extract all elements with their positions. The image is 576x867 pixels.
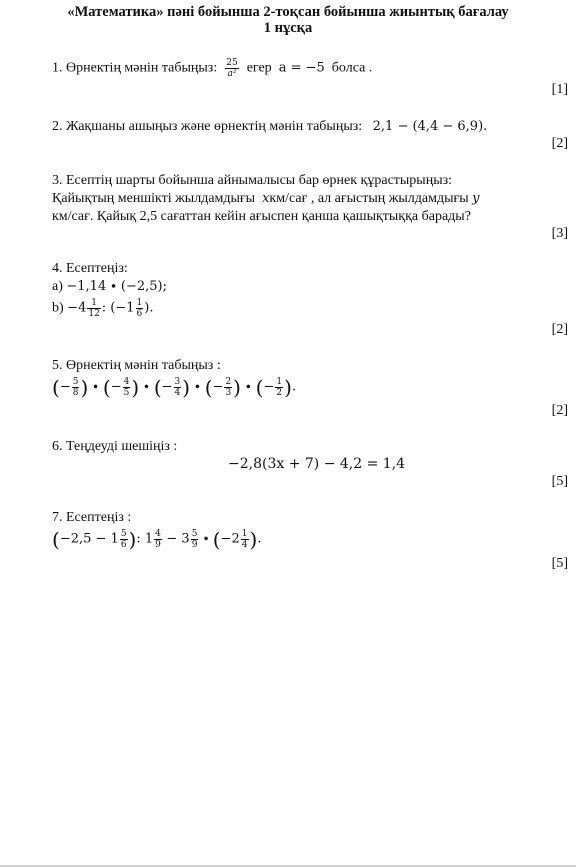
- frac-num: 5: [120, 529, 127, 539]
- task-3: [52, 172, 532, 226]
- task-3-var-x: x: [262, 191, 270, 206]
- frac-num: 1: [276, 377, 283, 387]
- task-6: [52, 438, 522, 456]
- frac-num: 1: [136, 298, 143, 308]
- paren-close: ): [128, 527, 137, 552]
- task-2: [52, 118, 522, 136]
- task-3-score: [3]: [551, 226, 568, 241]
- frac-den: 3: [225, 388, 232, 398]
- task-5-text: 5. Өрнектің мәнін табыңыз :: [52, 358, 221, 373]
- task-4-b-whole: −4: [67, 300, 87, 316]
- multiply-dot: ∙: [240, 379, 256, 395]
- task-7-part-2: : 1: [136, 531, 154, 547]
- minus-sign: −: [161, 379, 173, 395]
- frac-num: 5: [72, 377, 79, 387]
- task-5-fraction: [174, 377, 182, 398]
- multiply-dot: ∙: [190, 379, 205, 395]
- task-4-b-colon: : (−1: [101, 300, 135, 316]
- paren-close: ): [182, 375, 191, 400]
- paren-close: ): [284, 375, 292, 400]
- frac-num: 3: [174, 377, 181, 387]
- frac-den: 12: [88, 309, 100, 319]
- paren-close: ): [249, 527, 258, 552]
- task-1-fraction: [225, 58, 238, 79]
- paren-open: (: [255, 375, 264, 400]
- task-3-line-2: [52, 190, 532, 208]
- minus-sign: −: [212, 379, 224, 395]
- frac-den: 5: [123, 388, 130, 398]
- task-4-text: 4. Есептеңіз:: [52, 261, 128, 276]
- task-6-score: [5]: [551, 474, 568, 489]
- task-7-part-4: ∙: [202, 531, 210, 547]
- task-7: [52, 509, 522, 550]
- paren-open: (: [52, 375, 60, 400]
- task-7-frac-1: [120, 529, 128, 550]
- paren-close: ): [233, 375, 241, 400]
- title-line-1: «Математика» пәні бойынша 2-тоқсан бойынша жиынтық бағалау: [67, 4, 509, 20]
- task-1: [52, 58, 522, 79]
- task-7-frac-3: [191, 529, 199, 550]
- frac-den: 9: [191, 540, 198, 550]
- paren-open: (: [102, 375, 111, 400]
- task-2-score: [2]: [551, 136, 568, 151]
- frac-num: 5: [191, 529, 198, 539]
- task-7-end: .: [257, 531, 262, 547]
- minus-sign: −: [59, 379, 71, 395]
- paren-open: (: [204, 375, 213, 400]
- task-5-score: [2]: [551, 403, 568, 418]
- frac-num: 1: [87, 298, 100, 309]
- task-2-expression: 2,1 − (4,4 − 6,9).: [372, 119, 488, 134]
- task-2-text: 2. Жақшаны ашыңыз және өрнектің мәнін табыңыз:: [52, 119, 363, 134]
- task-4-b-end: ).: [144, 300, 154, 316]
- task-5-expression: [52, 377, 522, 398]
- frac-num: 1: [241, 529, 248, 539]
- task-5: [52, 357, 522, 398]
- paren-open: (: [52, 527, 60, 552]
- task-6-text: 6. Теңдеуді шешіңіз :: [52, 439, 178, 454]
- task-5-fraction: [275, 377, 283, 398]
- task-5-fraction: [224, 377, 232, 398]
- frac-den: 4: [241, 540, 248, 550]
- task-1-cond-expr: a = −5: [278, 60, 325, 76]
- frac-den: 6: [136, 309, 143, 319]
- task-4: [52, 260, 522, 319]
- task-1-score: [1]: [551, 82, 568, 97]
- task-4-b-label: b): [52, 300, 64, 316]
- task-5-fraction: [123, 377, 131, 398]
- task-4-score: [2]: [551, 322, 568, 337]
- task-5-end: .: [291, 379, 297, 395]
- task-7-expression: [52, 529, 522, 550]
- task-6-equation: −2,8(3x + 7) − 4,2 = 1,4: [228, 456, 406, 472]
- title-line-2: 1 нұсқа: [263, 20, 313, 36]
- minus-sign: −: [263, 379, 275, 395]
- frac-num: 4: [155, 529, 161, 539]
- task-7-part-1: −2,5 − 1: [59, 531, 119, 547]
- task-3-line-3: км/сағ. Қайық 2,5 сағаттан кейін ағыспен қанша қашықтыққа барады?: [52, 209, 471, 224]
- task-3-line-2a: Қайықтың меншікті жылдамдығы: [52, 191, 256, 206]
- task-4-a-expr: −1,14 ∙ (−2,5);: [66, 279, 167, 294]
- task-7-part-5: −2: [220, 531, 240, 547]
- task-7-text: 7. Есептеңіз :: [52, 510, 132, 525]
- task-4-a-label: а): [52, 279, 63, 294]
- frac-num: 4: [123, 377, 130, 387]
- task-3-line-1: 3. Есептің шарты бойынша айнымалысы бар өрнек құрастырыңыз:: [52, 173, 453, 188]
- task-7-part-3: − 3: [166, 531, 190, 547]
- paren-close: ): [80, 375, 89, 400]
- task-1-text: 1. Өрнектің мәнін табыңыз:: [52, 60, 218, 76]
- worksheet-title: [0, 4, 576, 36]
- task-1-frac-num: 25: [226, 58, 238, 68]
- frac-num: 2: [225, 377, 232, 387]
- task-7-frac-4: [241, 529, 249, 550]
- task-4-part-a: [52, 278, 522, 296]
- task-5-fraction: [72, 377, 80, 398]
- multiply-dot: ∙: [88, 379, 103, 395]
- minus-sign: −: [110, 379, 122, 395]
- frac-den: 2: [276, 388, 283, 398]
- task-1-cond-tail: болса .: [331, 60, 373, 76]
- task-4-b-frac-2: [136, 298, 144, 319]
- multiply-dot: ∙: [139, 379, 154, 395]
- frac-den: 6: [120, 540, 127, 550]
- task-4-b-frac-1: [87, 298, 100, 319]
- paren-close: ): [131, 375, 140, 400]
- paren-open: (: [212, 527, 221, 552]
- frac-den: 9: [155, 540, 161, 550]
- task-1-cond-word: егер: [246, 60, 272, 76]
- frac-den: 8: [72, 388, 79, 398]
- task-4-part-b: [52, 298, 522, 319]
- task-3-var-y: y: [472, 191, 480, 206]
- task-3-line-2b: км/сағ , ал ағыстың жылдамдығы: [269, 191, 469, 206]
- paren-open: (: [153, 375, 162, 400]
- task-7-score: [5]: [551, 556, 568, 571]
- task-1-frac-den: a²: [227, 69, 237, 79]
- task-7-frac-2: [154, 529, 162, 550]
- frac-den: 4: [174, 388, 181, 398]
